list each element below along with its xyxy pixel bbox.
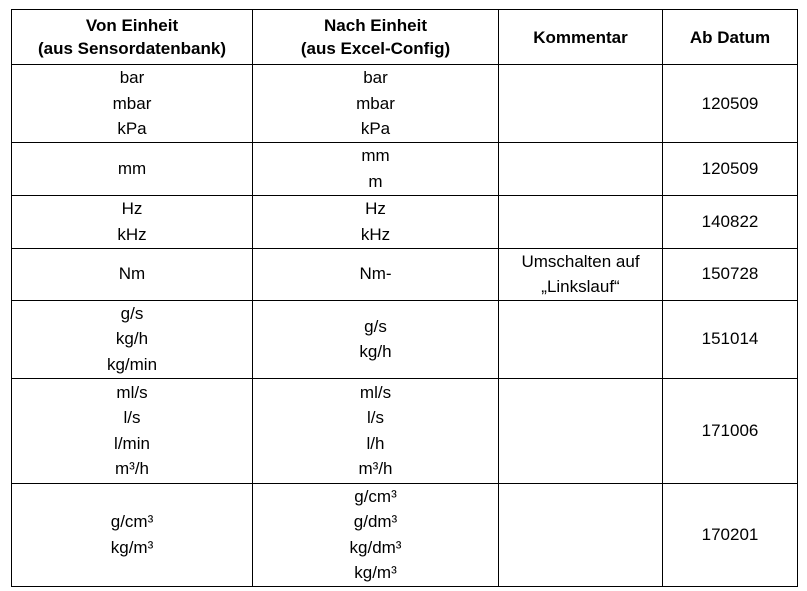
table-row	[12, 248, 798, 300]
from-unit-cell	[12, 378, 253, 483]
unit-label: g/s	[120, 303, 144, 323]
date-cell: 171006	[663, 378, 798, 483]
unit-mapping-table	[11, 9, 798, 587]
comment-cell	[499, 248, 663, 300]
header-row	[12, 10, 798, 65]
header-to-line2: (aus Excel-Config)	[300, 39, 451, 58]
from-unit-cell	[12, 195, 253, 248]
table-body	[12, 65, 798, 587]
unit-label: mbar	[112, 93, 152, 113]
header-from-line2: (aus Sensordatenbank)	[38, 39, 226, 58]
from-unit-cell	[12, 300, 253, 378]
to-unit-cell	[253, 142, 499, 195]
unit-label: m	[368, 171, 383, 191]
from-unit-cell	[12, 248, 253, 300]
unit-label: m³/h	[358, 459, 393, 478]
unit-label: g/s	[364, 316, 387, 336]
unit-label: kPa	[117, 119, 147, 138]
comment-text: Umschalten auf	[521, 251, 640, 271]
to-unit-cell	[253, 378, 499, 483]
table-row	[12, 378, 798, 483]
unit-label: kHz	[360, 224, 391, 244]
unit-label: mbar	[356, 93, 395, 113]
unit-label: m³/h	[115, 459, 149, 478]
unit-label: kHz	[117, 224, 147, 244]
unit-label: mm	[117, 158, 147, 178]
unit-label: kg/h	[359, 342, 392, 361]
to-unit-cell	[253, 65, 499, 143]
comment-cell	[499, 142, 663, 195]
table-row	[12, 483, 798, 586]
unit-label: kPa	[360, 119, 391, 138]
unit-label: l/s	[367, 408, 384, 427]
header-from-line1: Von Einheit	[85, 16, 179, 35]
date-cell: 140822	[663, 195, 798, 248]
unit-label: ml/s	[359, 382, 392, 402]
unit-label: ml/s	[116, 382, 148, 402]
from-unit-cell	[12, 65, 253, 143]
date-cell: 120509	[663, 65, 798, 143]
comment-cell	[499, 65, 663, 143]
unit-label: Hz	[121, 199, 143, 218]
header-comment: Kommentar	[499, 10, 663, 65]
unit-label: g/dm³	[353, 512, 398, 531]
unit-label: l/h	[366, 433, 385, 453]
comment-cell	[499, 483, 663, 586]
table-row	[12, 65, 798, 143]
header-to-line1: Nach Einheit	[324, 16, 427, 35]
to-unit-cell	[253, 248, 499, 300]
date-cell: 170201	[663, 483, 798, 586]
unit-label: kg/m³	[354, 563, 397, 582]
table-row	[12, 300, 798, 378]
unit-label: bar	[363, 68, 388, 87]
unit-label: Hz	[365, 199, 386, 218]
header-from-unit	[12, 10, 253, 65]
unit-label: kg/h	[115, 329, 149, 349]
to-unit-cell	[253, 300, 499, 378]
unit-label: g/cm³	[354, 486, 397, 506]
unit-label: kg/min	[106, 354, 158, 374]
table-row	[12, 142, 798, 195]
unit-label: Nm	[118, 264, 146, 284]
header-date: Ab Datum	[663, 10, 798, 65]
comment-cell	[499, 378, 663, 483]
from-unit-cell	[12, 142, 253, 195]
header-to-unit	[253, 10, 499, 65]
unit-label: bar	[119, 68, 145, 87]
date-cell: 150728	[663, 248, 798, 300]
unit-label: g/cm³	[110, 512, 154, 531]
to-unit-cell	[253, 195, 499, 248]
comment-cell	[499, 300, 663, 378]
date-cell: 151014	[663, 300, 798, 378]
table-row	[12, 195, 798, 248]
unit-label: kg/m³	[110, 537, 154, 557]
unit-label: Nm-	[359, 264, 392, 284]
from-unit-cell	[12, 483, 253, 586]
unit-label: l/s	[123, 408, 141, 427]
unit-label: kg/dm³	[349, 537, 402, 557]
comment-text: „Linkslauf“	[541, 277, 620, 296]
date-cell: 120509	[663, 142, 798, 195]
unit-label: l/min	[114, 433, 150, 453]
comment-cell	[499, 195, 663, 248]
unit-label: mm	[361, 146, 390, 165]
to-unit-cell	[253, 483, 499, 586]
